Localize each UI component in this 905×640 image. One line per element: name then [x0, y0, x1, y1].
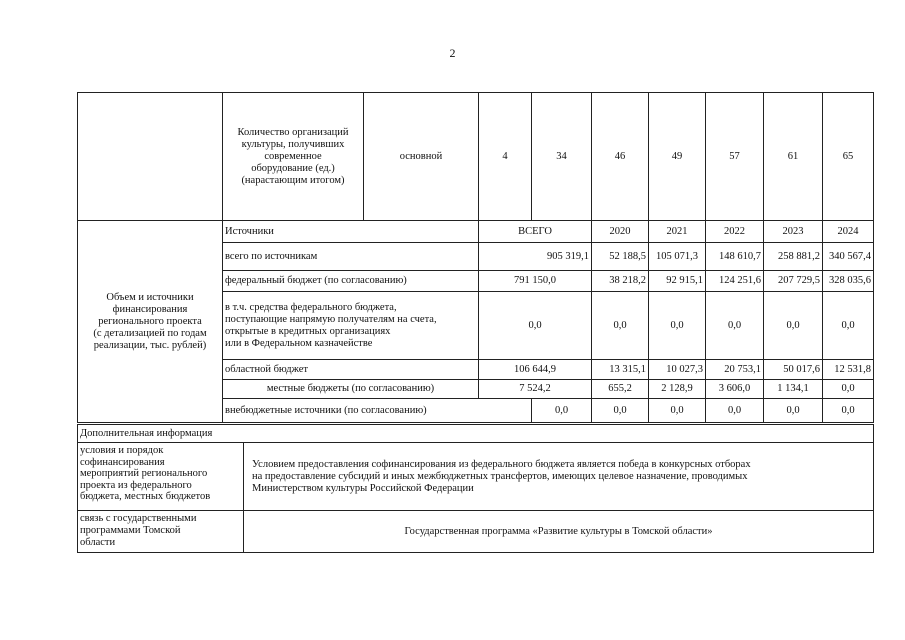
source-year-value: 0,0: [592, 292, 649, 360]
source-year-value: 50 017,6: [764, 360, 823, 380]
source-label: местные бюджеты (по согласованию): [223, 380, 479, 399]
source-year-value: 1 134,1: [764, 380, 823, 399]
year-header: 2024: [823, 221, 874, 243]
additional-info-title: Дополнительная информация: [78, 425, 874, 443]
indicator-row: [78, 93, 874, 221]
total-header: ВСЕГО: [479, 221, 592, 243]
source-year-value: 0,0: [649, 399, 706, 423]
source-year-value: 0,0: [649, 292, 706, 360]
source-label: областной бюджет: [223, 360, 479, 380]
year-header: 2023: [764, 221, 823, 243]
source-year-value: 38 218,2: [592, 271, 649, 292]
source-total: 0,0: [479, 292, 592, 360]
source-total: 0,0: [532, 399, 592, 423]
source-year-value: 0,0: [823, 292, 874, 360]
additional-info-table: [77, 424, 874, 553]
programs-label: связь с государственными программами Томской области: [78, 511, 244, 553]
funding-section-label: Объем и источники финансирования регионального проекта (с детализацией по годам реализации, тыс. рублей): [78, 221, 223, 423]
indicator-value: 57: [706, 93, 764, 221]
source-year-value: 52 188,5: [592, 243, 649, 271]
year-header: 2022: [706, 221, 764, 243]
source-year-value: 13 315,1: [592, 360, 649, 380]
programs-text: Государственная программа «Развитие культуры в Томской области»: [244, 511, 874, 553]
source-year-value: 105 071,3: [649, 243, 706, 271]
page-number: 2: [449, 46, 456, 60]
source-label: в т.ч. средства федерального бюджета, поступающие напрямую получателям на счета, открытые в кредитных организациях или в Федеральном казначействе: [223, 292, 479, 360]
source-year-value: 0,0: [764, 292, 823, 360]
indicator-value: 61: [764, 93, 823, 221]
sources-header: Источники: [223, 221, 479, 243]
funding-header-row: [78, 221, 874, 243]
source-year-value: 207 729,5: [764, 271, 823, 292]
programs-row: [78, 511, 874, 553]
funding-table: [77, 92, 874, 423]
source-year-value: 340 567,4: [823, 243, 874, 271]
cofinancing-text: Условием предоставления софинансирования из федерального бюджета является победа в конкурсных отборах на предоставление субсидий и иных межбюджетных трансфертов, имеющих целевое назначение, проводимых Министерством культуры Российской Федерации: [244, 443, 874, 511]
source-label: всего по источникам: [223, 243, 479, 271]
source-year-value: 655,2: [592, 380, 649, 399]
year-header: 2020: [592, 221, 649, 243]
source-year-value: 0,0: [706, 399, 764, 423]
indicator-value: 65: [823, 93, 874, 221]
source-year-value: 2 128,9: [649, 380, 706, 399]
source-total: 905 319,1: [479, 243, 592, 271]
year-header: 2021: [649, 221, 706, 243]
indicator-value: 4: [479, 93, 532, 221]
source-year-value: 92 915,1: [649, 271, 706, 292]
source-year-value: 328 035,6: [823, 271, 874, 292]
source-year-value: 10 027,3: [649, 360, 706, 380]
source-total: 7 524,2: [479, 380, 592, 399]
source-total: 106 644,9: [479, 360, 592, 380]
source-label: внебюджетные источники (по согласованию): [223, 399, 532, 423]
source-year-value: 0,0: [764, 399, 823, 423]
source-year-value: 12 531,8: [823, 360, 874, 380]
indicator-value: 34: [532, 93, 592, 221]
additional-info-header-row: [78, 425, 874, 443]
indicator-value: 46: [592, 93, 649, 221]
indicator-name: Количество организаций культуры, получивших современное оборудование (ед.) (нарастающим итогом): [223, 93, 364, 221]
indicator-type: основной: [364, 93, 479, 221]
source-year-value: 0,0: [706, 292, 764, 360]
source-year-value: 3 606,0: [706, 380, 764, 399]
indicator-value: 49: [649, 93, 706, 221]
source-year-value: 0,0: [823, 399, 874, 423]
source-year-value: 124 251,6: [706, 271, 764, 292]
source-year-value: 258 881,2: [764, 243, 823, 271]
source-year-value: 20 753,1: [706, 360, 764, 380]
source-year-value: 0,0: [823, 380, 874, 399]
cofinancing-label: условия и порядок софинансирования мероприятий регионального проекта из федерального бюджета, местных бюджетов: [78, 443, 244, 511]
source-year-value: 0,0: [592, 399, 649, 423]
empty-cell: [78, 93, 223, 221]
cofinancing-row: [78, 443, 874, 511]
source-total: 791 150,0: [479, 271, 592, 292]
source-label: федеральный бюджет (по согласованию): [223, 271, 479, 292]
source-year-value: 148 610,7: [706, 243, 764, 271]
